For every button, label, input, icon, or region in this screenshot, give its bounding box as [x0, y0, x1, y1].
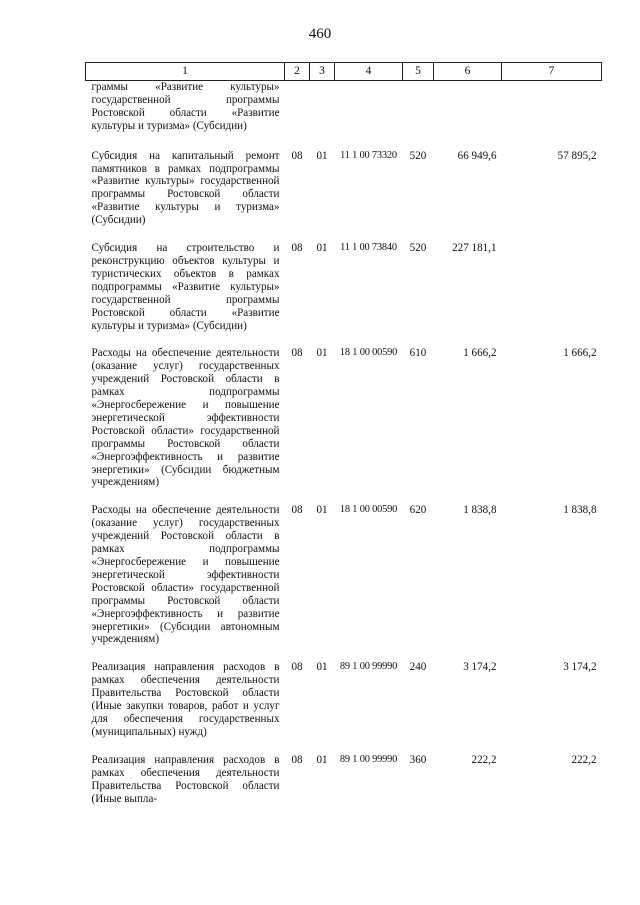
row-expense-type: 520 — [409, 149, 427, 162]
row-expense-type: 620 — [409, 504, 427, 517]
row-description: Субсидия на капитальный ремонт памятников в рамках подпрограммы «Развитие культуры» государственной программы Ростовской области «Развитие культуры и туризма» (Субсидии) — [91, 149, 280, 227]
row-amount-1 — [434, 81, 502, 150]
table-row — [86, 504, 602, 661]
row-amount-1: 227 181,1 — [452, 242, 497, 255]
row-subsection: 01 — [316, 149, 328, 162]
row-amount-2: 222,2 — [571, 753, 597, 766]
column-header-1: 1 — [86, 63, 285, 81]
row-section: 08 — [291, 347, 303, 360]
table-row — [86, 347, 602, 504]
table-row — [86, 242, 602, 347]
row-subsection: 01 — [316, 753, 328, 766]
row-section: 08 — [291, 661, 303, 674]
row-description: Реализация направления расходов в рамках обеспечения деятельности Правительства Ростовской области (Иные выпла- — [91, 753, 280, 805]
row-amount-1: 1 666,2 — [463, 347, 497, 360]
row-expense-type: 240 — [409, 661, 427, 674]
row-amount-2 — [502, 81, 602, 150]
table-row — [86, 661, 602, 753]
column-header-7: 7 — [502, 63, 602, 81]
row-expense-type: 610 — [409, 347, 427, 360]
row-section: 08 — [291, 149, 303, 162]
table-row — [86, 81, 602, 150]
row-target-code — [335, 81, 403, 150]
row-target-code: 89 1 00 99990 — [339, 661, 398, 673]
row-description: Расходы на обеспечение деятельности (оказание услуг) государственных учреждений Ростовской области в рамках подпрограммы «Энергосбережение и повышение энергетической эффективности Ростовской области» государственной программы Ростовской области «Энергоэффективность и развитие энергетики» (Субсидии автономным учреждениям) — [91, 504, 280, 646]
row-section: 08 — [291, 753, 303, 766]
table-row — [86, 150, 602, 242]
row-amount-1: 3 174,2 — [463, 661, 497, 674]
row-amount-2 — [502, 242, 602, 347]
row-subsection — [310, 81, 335, 150]
table-row — [86, 754, 602, 806]
row-subsection: 01 — [316, 504, 328, 517]
row-amount-2: 57 895,2 — [557, 149, 597, 162]
row-amount-1: 222,2 — [471, 753, 497, 766]
row-description: Реализация направления расходов в рамках обеспечения деятельности Правительства Ростовской области (Иные закупки товаров, работ и услуг для обеспечения государственных (муниципальных) нужд) — [91, 661, 280, 738]
budget-table — [85, 62, 602, 805]
row-target-code: 11 1 00 73840 — [340, 242, 397, 254]
row-expense-type: 520 — [409, 242, 427, 255]
row-amount-2: 1 838,8 — [563, 504, 597, 517]
row-subsection: 01 — [316, 661, 328, 674]
row-target-code: 89 1 00 99990 — [339, 753, 398, 765]
row-section: 08 — [291, 504, 303, 517]
column-header-6: 6 — [434, 63, 502, 81]
row-description: граммы «Развитие культуры» государственной программы Ростовской области «Развитие культуры и туризма» (Субсидии) — [91, 81, 280, 132]
row-expense-type: 360 — [409, 753, 427, 766]
row-subsection: 01 — [316, 347, 328, 360]
row-description: Расходы на обеспечение деятельности (оказание услуг) государственных учреждений Ростовской области в рамках подпрограммы «Энергосбережение и повышение энергетической эффективности Ростовской области» государственной программы Ростовской области «Энергоэффективность и развитие энергетики» (Субсидии бюджетным учреждениям) — [91, 347, 280, 489]
row-target-code: 18 1 00 00590 — [339, 347, 398, 359]
row-target-code: 11 1 00 73320 — [340, 149, 397, 161]
row-section: 08 — [291, 242, 303, 255]
row-description: Субсидия на строительство и реконструкцию объектов культуры и туристических объектов в рамках подпрограммы «Развитие культуры» государственной программы Ростовской области «Развитие культуры и туризма» (Субсидии) — [91, 242, 280, 332]
column-header-5: 5 — [403, 63, 434, 81]
row-section — [285, 81, 310, 150]
column-header-2: 2 — [285, 63, 310, 81]
row-target-code: 18 1 00 00590 — [339, 504, 398, 516]
row-subsection: 01 — [316, 242, 328, 255]
column-header-4: 4 — [335, 63, 403, 81]
row-amount-1: 66 949,6 — [457, 149, 497, 162]
column-header-3: 3 — [310, 63, 335, 81]
row-amount-2: 1 666,2 — [563, 347, 597, 360]
header-row — [86, 63, 602, 81]
row-amount-2: 3 174,2 — [563, 661, 597, 674]
row-amount-1: 1 838,8 — [463, 504, 497, 517]
page-number: 460 — [308, 26, 332, 42]
row-expense-type — [403, 81, 434, 150]
